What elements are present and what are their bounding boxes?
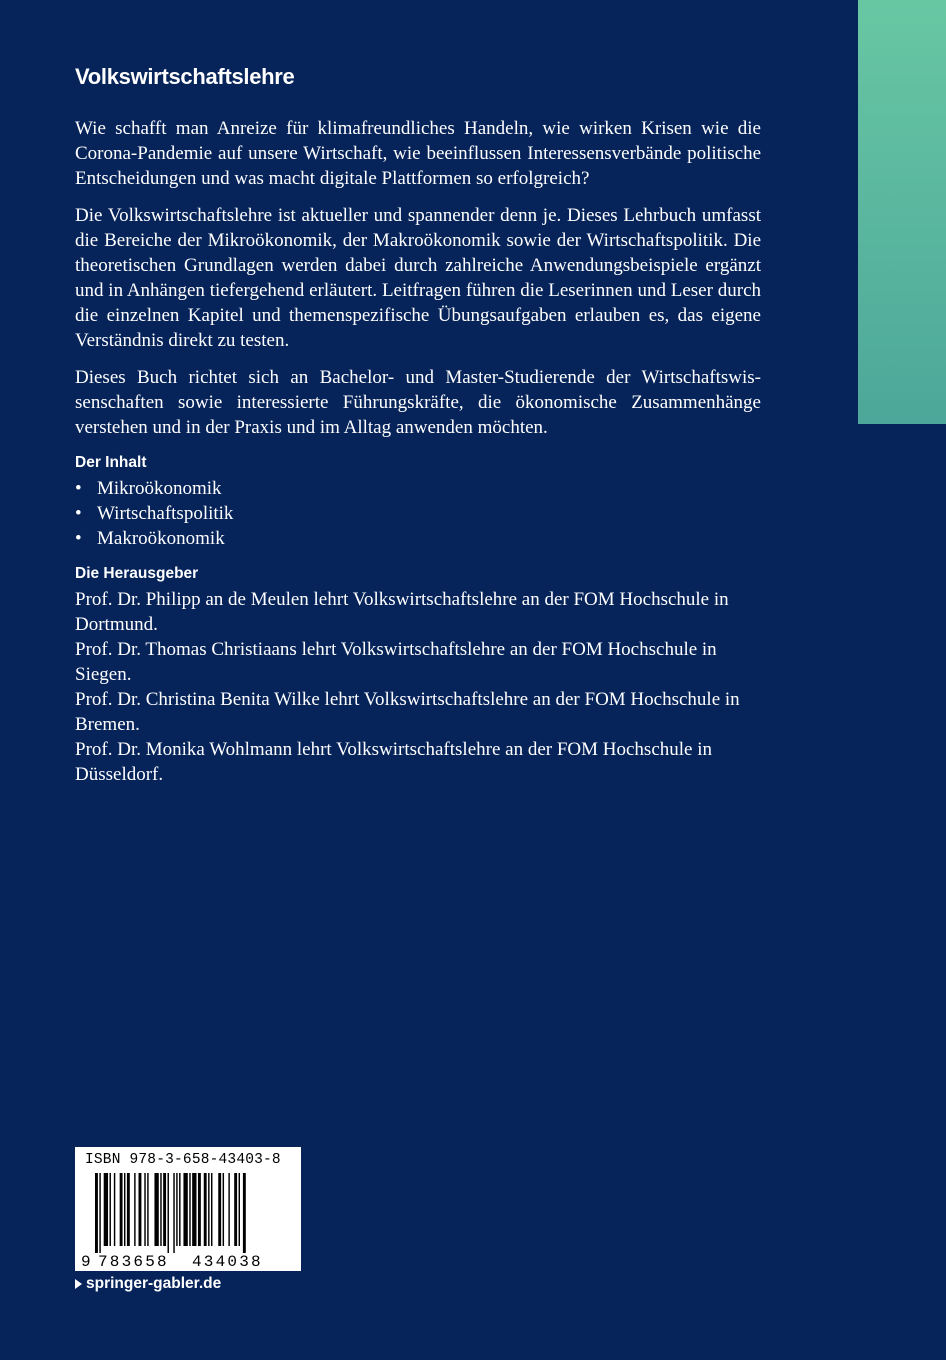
barcode-bar	[239, 1173, 240, 1246]
contents-list	[75, 476, 761, 551]
barcode-bar	[144, 1173, 145, 1246]
book-title: Volkswirtschaftslehre	[75, 64, 295, 89]
barcode-bar	[218, 1173, 221, 1246]
barcode-bar	[104, 1173, 108, 1246]
barcode-bar	[160, 1173, 161, 1246]
barcode-bar	[168, 1173, 169, 1253]
website-url: springer-gabler.de	[86, 1275, 222, 1292]
barcode-bar	[211, 1173, 212, 1246]
barcode-bar	[114, 1173, 115, 1246]
back-cover-text	[75, 60, 761, 787]
isbn-label: ISBN 978-3-658-43403-8	[85, 1152, 281, 1168]
barcode-bar	[163, 1173, 166, 1246]
barcode-bar	[99, 1173, 100, 1253]
editor-bio: Prof. Dr. Monika Wohlmann lehrt Volkswirtschaftslehre an der FOM Hochschule in Düsseldorf.	[75, 739, 712, 785]
editor-bio: Prof. Dr. Philipp an de Meulen lehrt Volkswirtschaftslehre an der FOM Hochschule in Dortmund.	[75, 589, 729, 635]
barcode-bar	[183, 1173, 187, 1246]
barcode-bar	[189, 1173, 190, 1246]
barcode-bar	[95, 1173, 98, 1253]
isbn-barcode-box	[75, 1147, 301, 1271]
barcode-bar	[124, 1173, 125, 1246]
barcode-bar	[243, 1173, 246, 1253]
editors-heading: Die Herausgeber	[75, 565, 199, 582]
publisher-link[interactable]	[75, 1275, 221, 1293]
barcode-bars	[95, 1173, 246, 1253]
barcode-left-digits: 783658	[98, 1253, 169, 1269]
list-item-label: Makroökonomik	[97, 528, 225, 549]
barcode-bar	[173, 1173, 174, 1253]
list-item	[75, 501, 761, 526]
barcode-bar	[120, 1173, 123, 1246]
description-paragraph: Die Volkswirtschaftslehre ist aktueller und spannender denn je. Dieses Lehrbuch umfasst die Bereiche der Mikroökonomik, der Makroökonomik sowie der Wirtschaftspolitik. Die theoretischen Grundlagen werden dabei durch zahlreiche Anwendungsbeispiele ergänzt und in Anhängen tiefergehend erläutert. Leitfragen führen die Leserinnen und Leser durch die einzelnen Kapitel und themenspezifische Übungsaufgaben erlauben es, das eigene Verständnis direkt zu testen.	[75, 205, 761, 351]
barcode-bar	[110, 1173, 111, 1246]
barcode-bar	[127, 1173, 130, 1246]
arrow-right-icon	[75, 1279, 82, 1289]
barcode-bar	[223, 1173, 224, 1246]
barcode-right-digits: 434038	[192, 1253, 263, 1269]
barcode-bar	[147, 1173, 148, 1246]
editor-bio: Prof. Dr. Christina Benita Wilke lehrt Volkswirtschaftslehre an der FOM Hochschule in Bremen.	[75, 689, 740, 735]
barcode-bar	[228, 1173, 229, 1246]
accent-bar	[858, 0, 946, 424]
list-item	[75, 476, 761, 501]
list-item	[75, 526, 761, 551]
barcode-bar	[192, 1173, 196, 1246]
audience-paragraph: Dieses Buch richtet sich an Bachelor- und Master-Studierende der Wirtschaftswissenschaften sowie interessierte Führungskräfte, die ökonomische Zusammenhänge verstehen und in der Praxis und im Alltag anwenden möchten.	[75, 367, 761, 438]
barcode-bar	[198, 1173, 201, 1246]
bullet-icon: •	[75, 528, 82, 549]
bullet-icon: •	[75, 503, 82, 524]
barcode-bar	[134, 1173, 135, 1246]
barcode-bar	[176, 1173, 177, 1246]
barcode-bar	[179, 1173, 180, 1246]
barcode-bar	[139, 1173, 142, 1246]
contents-heading: Der Inhalt	[75, 454, 147, 471]
list-item-label: Wirtschaftspolitik	[97, 503, 234, 524]
intro-paragraph: Wie schafft man Anreize für klimafreundliches Handeln, wie wirken Krisen wie die Corona-Pandemie auf unsere Wirtschaft, wie beeinflussen Interessensverbände politische Entscheidungen und was macht digitale Plattformen so erfolgreich?	[75, 118, 761, 189]
barcode-bar	[204, 1173, 207, 1246]
barcode-first-digit: 9	[81, 1253, 91, 1269]
barcode	[81, 1173, 295, 1269]
list-item-label: Mikroökonomik	[97, 478, 222, 499]
barcode-bar	[208, 1173, 209, 1246]
editor-bio: Prof. Dr. Thomas Christiaans lehrt Volkswirtschaftslehre an der FOM Hochschule in Siegen.	[75, 639, 717, 685]
barcode-bar	[234, 1173, 237, 1246]
barcode-bar	[154, 1173, 158, 1246]
bullet-icon: •	[75, 478, 82, 499]
